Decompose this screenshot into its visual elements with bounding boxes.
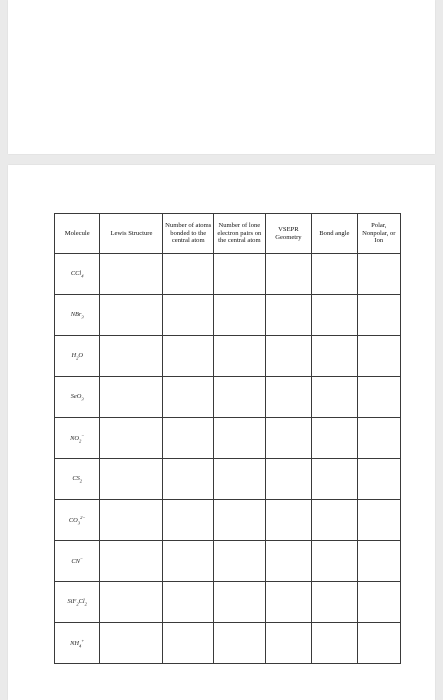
lewis-structure-cell[interactable]	[100, 254, 163, 295]
bonded-atoms-cell[interactable]	[163, 295, 214, 336]
vsepr-geometry-cell[interactable]	[265, 377, 311, 418]
bond-angle-cell[interactable]	[312, 418, 357, 459]
table-row	[55, 418, 401, 459]
bond-angle-cell[interactable]	[312, 623, 357, 664]
table-row	[55, 623, 401, 664]
formula-base: CN	[71, 558, 80, 566]
formula-base: NBr	[70, 310, 82, 318]
bonded-atoms-cell[interactable]	[163, 418, 214, 459]
formula-base: CCl	[70, 269, 82, 277]
table-row	[55, 295, 401, 336]
formula-sub: 3	[81, 396, 84, 402]
previous-page	[8, 0, 435, 154]
vsepr-geometry-cell[interactable]	[265, 418, 311, 459]
polarity-cell[interactable]	[357, 377, 400, 418]
vsepr-geometry-cell[interactable]	[265, 582, 311, 623]
header-lewis-structure: Lewis Structure	[100, 214, 163, 254]
polarity-cell[interactable]	[357, 582, 400, 623]
polarity-cell[interactable]	[357, 254, 400, 295]
molecule-formula	[55, 541, 100, 582]
formula-base: H	[71, 351, 77, 359]
molecule-formula	[55, 459, 100, 500]
vsepr-geometry-cell[interactable]	[265, 500, 311, 541]
molecule-formula	[55, 254, 100, 295]
formula-base: NH	[70, 639, 79, 647]
formula-sup: +	[81, 637, 85, 643]
formula-sub2: 2	[84, 601, 87, 607]
polarity-cell[interactable]	[357, 418, 400, 459]
formula-rest: Cl	[78, 597, 85, 605]
lewis-structure-cell[interactable]	[100, 418, 163, 459]
bonded-atoms-cell[interactable]	[163, 623, 214, 664]
bond-angle-cell[interactable]	[312, 459, 357, 500]
bond-angle-cell[interactable]	[312, 377, 357, 418]
formula-base: CO	[68, 516, 78, 524]
polarity-cell[interactable]	[357, 500, 400, 541]
formula-sub: 2	[76, 355, 79, 361]
molecule-formula	[55, 582, 100, 623]
formula-base: NO	[70, 434, 79, 442]
bonded-atoms-cell[interactable]	[163, 582, 214, 623]
header-lone-pairs: Number of lone electron pairs on the central atom	[214, 214, 266, 254]
bonded-atoms-cell[interactable]	[163, 336, 214, 377]
lewis-structure-cell[interactable]	[100, 623, 163, 664]
worksheet-page	[8, 165, 435, 700]
molecule-formula	[55, 336, 100, 377]
polarity-cell[interactable]	[357, 459, 400, 500]
lone-pairs-cell[interactable]	[214, 623, 266, 664]
formula-sub: 4	[81, 273, 84, 279]
table-row	[55, 500, 401, 541]
vsepr-geometry-cell[interactable]	[265, 295, 311, 336]
bonded-atoms-cell[interactable]	[163, 500, 214, 541]
table-row	[55, 459, 401, 500]
molecule-formula	[55, 500, 100, 541]
vsepr-geometry-cell[interactable]	[265, 336, 311, 377]
formula-sub: 4	[78, 643, 82, 649]
bond-angle-cell[interactable]	[312, 295, 357, 336]
formula-sup: 2−	[80, 514, 86, 520]
bonded-atoms-cell[interactable]	[163, 254, 214, 295]
lewis-structure-cell[interactable]	[100, 336, 163, 377]
formula-sub: 2	[76, 601, 79, 607]
polarity-cell[interactable]	[357, 336, 400, 377]
bond-angle-cell[interactable]	[312, 254, 357, 295]
molecular-geometry-table	[54, 213, 401, 664]
lone-pairs-cell[interactable]	[214, 254, 266, 295]
vsepr-geometry-cell[interactable]	[265, 459, 311, 500]
formula-sup: −	[79, 556, 84, 562]
header-bond-angle: Bond angle	[312, 214, 357, 254]
molecule-formula	[55, 295, 100, 336]
table-row	[55, 254, 401, 295]
formula-sub: 2	[78, 438, 82, 444]
bond-angle-cell[interactable]	[312, 500, 357, 541]
lone-pairs-cell[interactable]	[214, 377, 266, 418]
header-row	[55, 214, 401, 254]
molecule-formula	[55, 377, 100, 418]
bonded-atoms-cell[interactable]	[163, 459, 214, 500]
table-row	[55, 377, 401, 418]
formula-rest: O	[78, 351, 83, 359]
molecule-formula	[55, 623, 100, 664]
molecule-formula	[55, 418, 100, 459]
formula-sup: −	[81, 432, 85, 438]
lone-pairs-cell[interactable]	[214, 582, 266, 623]
vsepr-geometry-cell[interactable]	[265, 254, 311, 295]
formula-sub: 3	[81, 314, 84, 320]
bond-angle-cell[interactable]	[312, 336, 357, 377]
lewis-structure-cell[interactable]	[100, 500, 163, 541]
header-vsepr-geometry: VSEPR Geometry	[265, 214, 311, 254]
polarity-cell[interactable]	[357, 295, 400, 336]
formula-base: SeO	[70, 392, 82, 400]
formula-sub: 2	[79, 478, 83, 484]
formula-base: SiF	[67, 597, 77, 605]
table-row	[55, 541, 401, 582]
lewis-structure-cell[interactable]	[100, 541, 163, 582]
lewis-structure-cell[interactable]	[100, 295, 163, 336]
lewis-structure-cell[interactable]	[100, 582, 163, 623]
polarity-cell[interactable]	[357, 541, 400, 582]
formula-sub: 3	[77, 520, 81, 526]
bonded-atoms-cell[interactable]	[163, 377, 214, 418]
lone-pairs-cell[interactable]	[214, 418, 266, 459]
polarity-cell[interactable]	[357, 623, 400, 664]
lewis-structure-cell[interactable]	[100, 459, 163, 500]
lone-pairs-cell[interactable]	[214, 336, 266, 377]
lone-pairs-cell[interactable]	[214, 541, 266, 582]
bond-angle-cell[interactable]	[312, 541, 357, 582]
lewis-structure-cell[interactable]	[100, 377, 163, 418]
vsepr-geometry-cell[interactable]	[265, 623, 311, 664]
bond-angle-cell[interactable]	[312, 582, 357, 623]
vsepr-geometry-cell[interactable]	[265, 541, 311, 582]
header-polarity: Polar, Nonpolar, or Ion	[357, 214, 400, 254]
lone-pairs-cell[interactable]	[214, 295, 266, 336]
lone-pairs-cell[interactable]	[214, 459, 266, 500]
lone-pairs-cell[interactable]	[214, 500, 266, 541]
table-row	[55, 582, 401, 623]
bonded-atoms-cell[interactable]	[163, 541, 214, 582]
table-row	[55, 336, 401, 377]
header-bonded-atoms: Number of atoms bonded to the central atom	[163, 214, 214, 254]
formula-base: CS	[72, 474, 80, 482]
header-molecule: Molecule	[55, 214, 100, 254]
